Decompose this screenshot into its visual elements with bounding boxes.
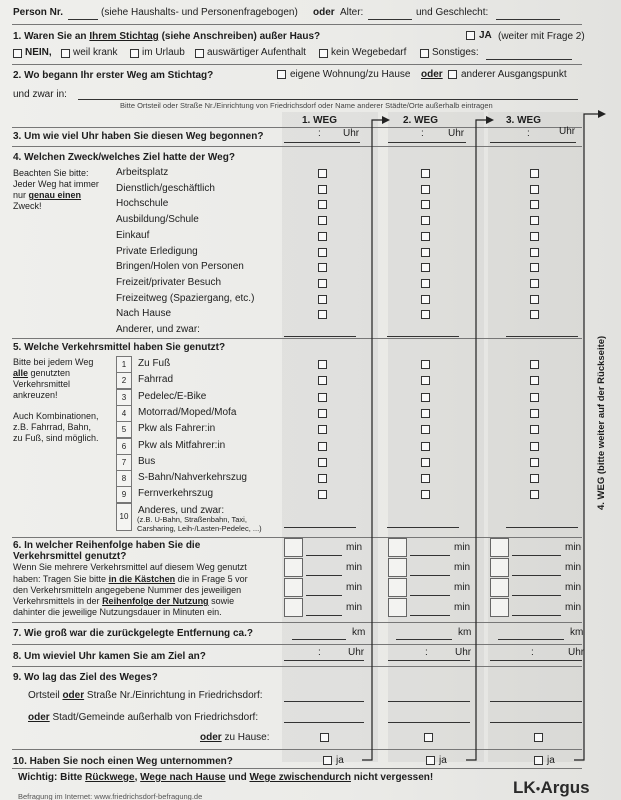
q2-other-label: anderer Ausgangspunkt xyxy=(461,69,567,80)
flow-line-2 xyxy=(466,120,486,760)
q10-text: 10. Haben Sie noch einen Weg unternommen? xyxy=(13,756,233,767)
column-heading-2: 2. WEG xyxy=(403,115,439,126)
q5-item-label: Fahrrad xyxy=(138,374,174,386)
q8-unit-1: Uhr xyxy=(348,647,365,658)
q1-text: 1. Waren Sie an Ihrem Stichtag (siehe Anschreiben) außer Haus? xyxy=(13,31,321,42)
flow-line-1 xyxy=(362,120,382,760)
q8-colon-3: : xyxy=(531,647,534,658)
q1-other-label: Sonstiges: xyxy=(432,47,479,58)
q1-no-label: NEIN, xyxy=(25,47,52,58)
q4-note: Beachten Sie bitte: Jeder Weg hat immer nur genau einen Zweck! xyxy=(13,168,99,211)
q8-text: 8. Um wieviel Uhr kamen Sie am Ziel an? xyxy=(13,651,206,662)
footer-url: Befragung im Internet: www.friedrichsdorf-befragung.de xyxy=(18,792,203,800)
q4-item-label: Freizeit/privater Besuch xyxy=(116,276,222,288)
q9-line3-label: oder zu Hause: xyxy=(200,732,270,743)
arrow-head-1 xyxy=(382,116,390,124)
q5-number: 2 xyxy=(116,372,132,389)
q6-minutes-unit: min xyxy=(454,562,471,573)
q5-text: 5. Welche Verkehrsmittel haben Sie genutzt? xyxy=(13,342,226,353)
q8-unit-3: Uhr xyxy=(568,647,585,658)
q5-note-2: Auch Kombinationen, z.B. Fahrrad, Bahn, zu Fuß, sind möglich. xyxy=(13,411,99,443)
q5-number: 3 xyxy=(116,389,132,406)
q5-item-label: Bus xyxy=(138,455,156,467)
q5-item-label: Pkw als Mitfahrer:in xyxy=(138,439,226,451)
q4-item-label: Arbeitsplatz xyxy=(116,167,169,178)
q5-item-label: Fernverkehrszug xyxy=(138,488,214,500)
q5-other-hint-1: (z.B. U-Bahn, Straßenbahn, Taxi, xyxy=(137,515,247,524)
q5-number: 6 xyxy=(116,438,132,455)
q9-line1-label: Ortsteil oder Straße Nr./Einrichtung in Friedrichsdorf: xyxy=(28,690,263,701)
q2-hint: Bitte Ortsteil oder Straße Nr./Einrichtung von Friedrichsdorf oder Name anderer Städte/Orte außerhalb eintragen xyxy=(120,101,493,110)
q3-colon-3: : xyxy=(527,128,530,139)
q4-item-label: Private Erledigung xyxy=(116,245,198,257)
q6-minutes-unit: min xyxy=(454,602,471,613)
q6-minutes-unit: min xyxy=(346,602,363,613)
brand-logo: LK●Argus xyxy=(513,778,590,797)
q9-text: 9. Wo lag das Ziel des Weges? xyxy=(13,672,158,683)
q4-item-label: Bringen/Holen von Personen xyxy=(116,261,244,273)
person-hint: (siehe Haushalts- und Personenfragebogen) xyxy=(101,7,298,18)
q3-colon-1: : xyxy=(318,128,321,139)
q3-unit-3: Uhr xyxy=(559,126,576,137)
q1-away-label: auswärtiger Aufenthalt xyxy=(207,47,306,58)
column-heading-1: 1. WEG xyxy=(302,115,338,126)
column-heading-3: 3. WEG xyxy=(506,115,542,126)
q6-minutes-unit: min xyxy=(346,582,363,593)
q6-minutes-unit: min xyxy=(346,542,363,553)
q10-yes-label-3: ja xyxy=(547,755,555,766)
q6-text: 6. In welcher Reihenfolge haben Sie die Verkehrsmittel genutzt? Wenn Sie mehrere Verkehrsmittel auf diesem Weg genutzt haben: Tragen Sie bitte in die Kästchen die in Frage 5 vor den Verkehrsmitteln angegebene Nummer des jeweiligen Verkehrsmittels in der Reihenfolge der Nutzung sowie dahinter die jeweilige Nutzungsdauer in Minuten ein. xyxy=(13,540,248,618)
q7-unit-1: km xyxy=(352,627,366,638)
q6-minutes-unit: min xyxy=(565,562,582,573)
q3-unit-1: Uhr xyxy=(343,128,360,139)
gender-label: und Geschlecht: xyxy=(416,7,489,18)
q5-number: 5 xyxy=(116,421,132,438)
q2-home-label: eigene Wohnung/zu Hause xyxy=(290,69,411,80)
q5-item-label: Zu Fuß xyxy=(138,358,171,369)
q4-item-label: Hochschule xyxy=(116,198,169,210)
q10-yes-label-2: ja xyxy=(439,755,447,766)
q5-number: 8 xyxy=(116,470,132,487)
q4-text: 4. Welchen Zweck/welches Ziel hatte der Weg? xyxy=(13,152,235,163)
q6-minutes-unit: min xyxy=(346,562,363,573)
person-nr-label: Person Nr. xyxy=(13,7,64,18)
q7-text: 7. Wie groß war die zurückgelegte Entfernung ca.? xyxy=(13,628,253,639)
q5-number: 4 xyxy=(116,405,132,422)
q5-item-label: Pkw als Fahrer:in xyxy=(138,423,216,435)
q2-text: 2. Wo begann Ihr erster Weg am Stichtag? xyxy=(13,70,214,81)
q4-item-label: Einkauf xyxy=(116,229,150,241)
q7-unit-3: km xyxy=(570,627,584,638)
q8-colon-1: : xyxy=(318,647,321,658)
q4-item-label: Anderer, und zwar: xyxy=(116,324,200,335)
q5-other-hint-2: Carsharing, Leih-/Lasten-Pedelec, ...) xyxy=(137,524,262,533)
q5-note-1: Bitte bei jedem Weg alle genutzten Verkehrsmittel ankreuzen! xyxy=(13,357,94,400)
q9-line2-label: oder Stadt/Gemeinde außerhalb von Friedrichsdorf: xyxy=(28,712,259,723)
q5-item-label: Anderes, und zwar: xyxy=(138,504,225,516)
q6-minutes-unit: min xyxy=(565,602,582,613)
q8-unit-2: Uhr xyxy=(455,647,472,658)
q6-minutes-unit: min xyxy=(454,582,471,593)
q7-unit-2: km xyxy=(458,627,472,638)
q1-sick-label: weil krank xyxy=(73,47,118,58)
q1-yes-label: JA xyxy=(479,30,492,41)
q8-colon-2: : xyxy=(425,647,428,658)
or-label: oder xyxy=(313,7,335,18)
q1-holiday-label: im Urlaub xyxy=(142,47,185,58)
q4-item-label: Freizeitweg (Spaziergang, etc.) xyxy=(116,292,255,304)
q1-yes-hint: (weiter mit Frage 2) xyxy=(498,31,585,42)
q6-minutes-unit: min xyxy=(565,582,582,593)
q4-item-label: Dienstlich/geschäftlich xyxy=(116,182,215,194)
q4-item-label: Nach Hause xyxy=(116,308,172,320)
q6-minutes-unit: min xyxy=(565,542,582,553)
footer-important: Wichtig: Bitte Rückwege, Wege nach Hause und Wege zwischendurch nicht vergessen! xyxy=(18,772,434,783)
q5-number: 1 xyxy=(116,356,132,373)
q5-number: 7 xyxy=(116,454,132,471)
q5-item-label: Pedelec/E-Bike xyxy=(138,390,207,402)
q10-yes-label-1: ja xyxy=(336,755,344,766)
q5-item-label: Motorrad/Moped/Mofa xyxy=(138,406,237,418)
q6-minutes-unit: min xyxy=(454,542,471,553)
q2-or-label: oder xyxy=(421,69,443,80)
q2-and-namely: und zwar in: xyxy=(13,89,67,100)
q3-unit-2: Uhr xyxy=(448,128,465,139)
age-label: Alter: xyxy=(340,7,364,18)
q3-text: 3. Um wie viel Uhr haben Sie diesen Weg begonnen? xyxy=(13,131,264,142)
q4-item-label: Ausbildung/Schule xyxy=(116,214,199,226)
arrow-head-2 xyxy=(486,116,494,124)
q5-item-label: S-Bahn/Nahverkehrszug xyxy=(138,472,247,484)
q5-number: 10 xyxy=(116,503,132,531)
q3-colon-2: : xyxy=(421,128,424,139)
q1-no-need-label: kein Wegebedarf xyxy=(331,47,407,58)
arrow-head-3 xyxy=(598,110,606,118)
side-note-4th-trip: 4. WEG (bitte weiter auf der Rückseite) xyxy=(596,335,607,510)
q5-number: 9 xyxy=(116,486,132,503)
